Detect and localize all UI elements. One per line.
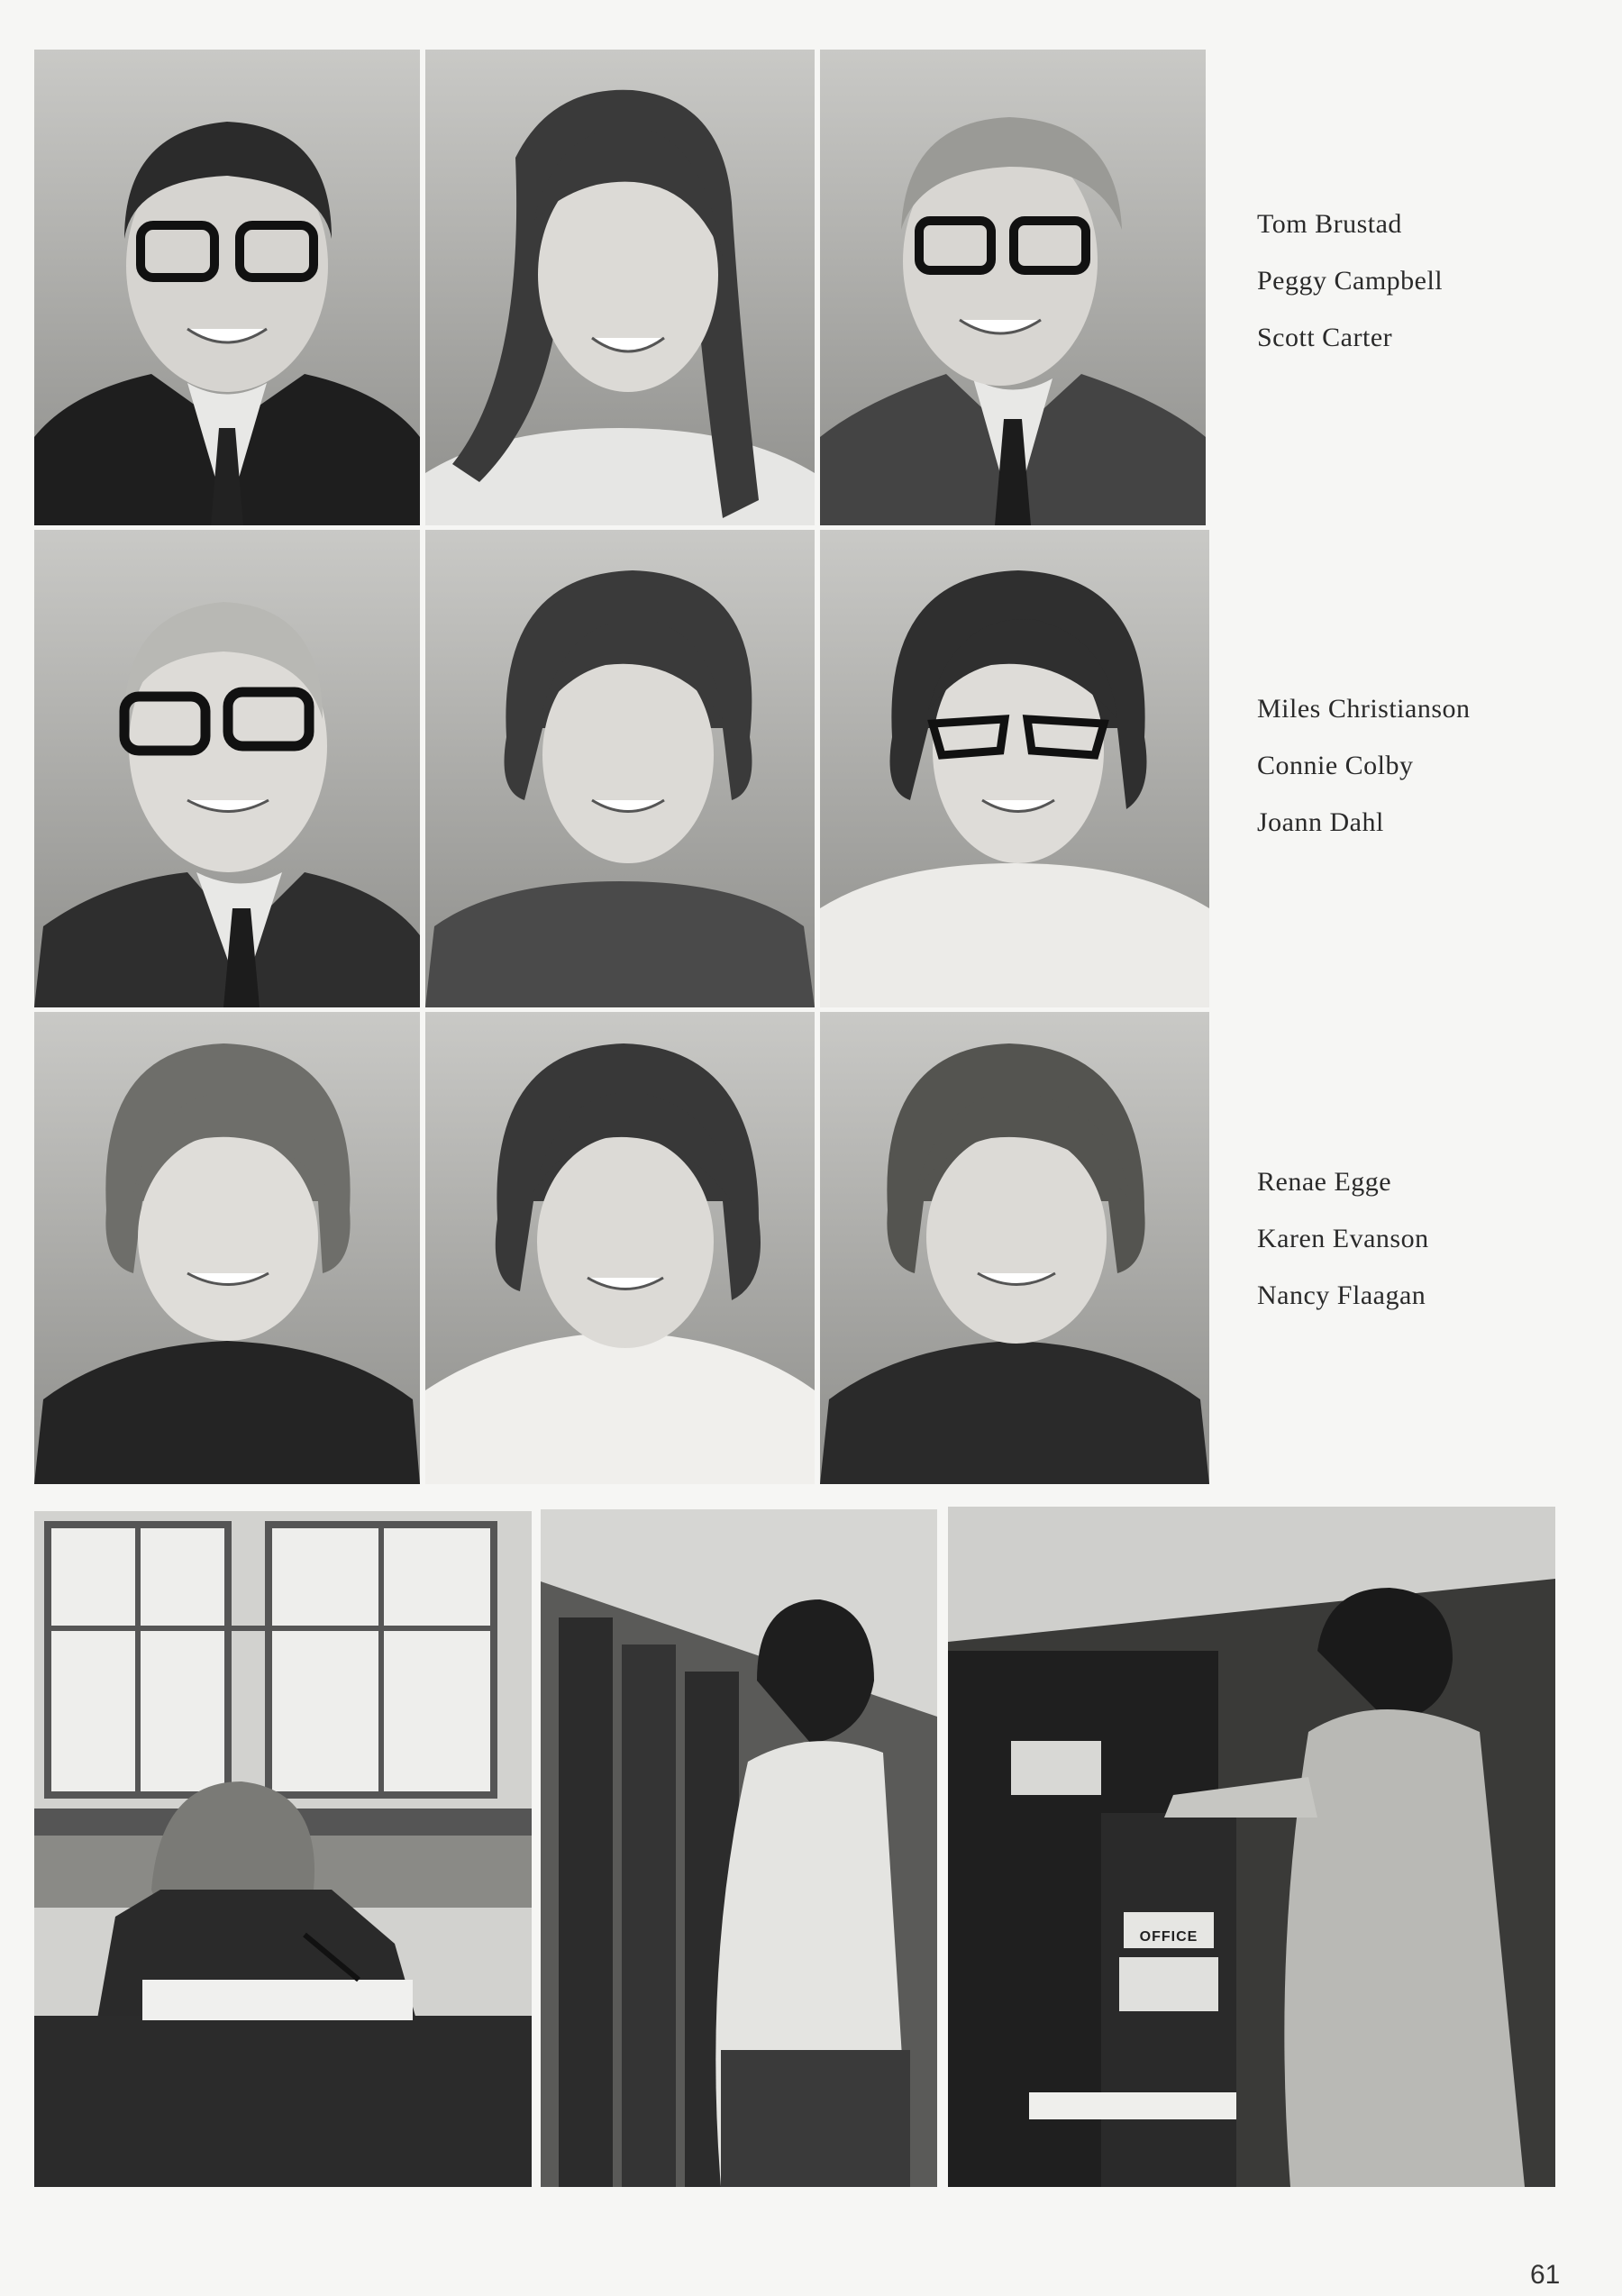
portrait-connie-colby [425,530,815,1007]
office-mailbox-icon [948,1507,1555,2187]
student-name: Karen Evanson [1257,1224,1429,1253]
student-name: Joann Dahl [1257,807,1384,837]
portrait-female-bob-hair-icon [820,1012,1209,1484]
locker-icon [541,1509,937,2187]
portrait-karen-evanson [425,1012,815,1484]
office-sign: OFFICE [1139,1929,1198,1945]
portrait-male-glasses-icon [820,50,1206,525]
portrait-renae-egge [34,1012,420,1484]
portrait-tom-brustad [34,50,420,525]
portrait-female-glasses-icon [820,530,1209,1007]
row-1-names [1257,196,1599,366]
candid-girl-studying [34,1511,532,2187]
row-3-names [1257,1153,1599,1324]
portrait-male-glasses-icon [34,530,420,1007]
student-name: Miles Christianson [1257,694,1471,724]
student-name: Tom Brustad [1257,209,1402,239]
portrait-female-bob-hair-icon [425,1012,815,1484]
student-name: Nancy Flaagan [1257,1280,1426,1310]
portrait-peggy-campbell [425,50,815,525]
portrait-nancy-flaagan [820,1012,1209,1484]
portrait-miles-christianson [34,530,420,1007]
portrait-female-bob-hair-icon [34,1012,420,1484]
page-number: 61 [1530,2260,1561,2290]
student-name: Renae Egge [1257,1167,1392,1197]
portrait-female-bob-hair-icon [425,530,815,1007]
portrait-scott-carter [820,50,1206,525]
candid-boy-at-office-box [948,1507,1555,2187]
student-name: Peggy Campbell [1257,266,1444,296]
portrait-female-long-hair-icon [425,50,815,525]
portrait-joann-dahl [820,530,1209,1007]
row-2-names [1257,680,1599,851]
portrait-male-glasses-icon [34,50,420,525]
classroom-desk-icon [34,1511,532,2187]
student-name: Connie Colby [1257,751,1414,780]
candid-boy-at-locker [541,1509,937,2187]
student-name: Scott Carter [1257,323,1393,352]
